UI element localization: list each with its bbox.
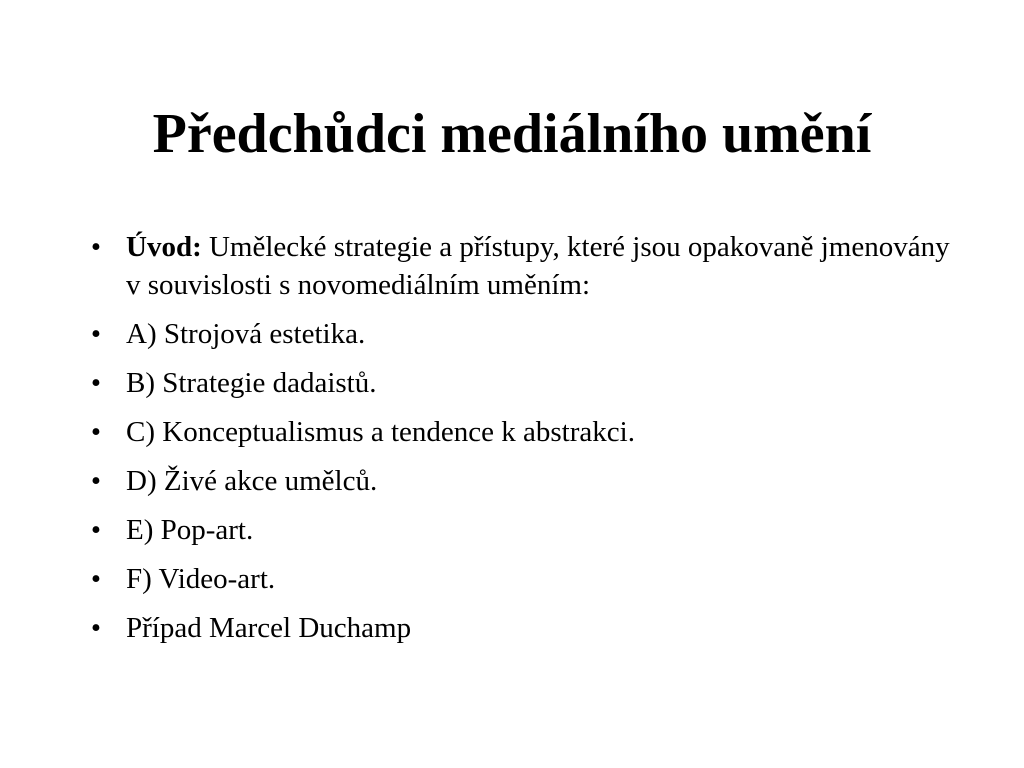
bullet-text: A) Strojová estetika. [126, 318, 366, 350]
bullet-item [86, 511, 966, 549]
bullet-item [86, 364, 966, 402]
bullet-text: B) Strategie dadaistů. [126, 367, 377, 399]
bullet-item-intro [86, 228, 966, 304]
bullet-icon: • [90, 231, 102, 263]
bullet-icon: • [90, 563, 102, 595]
bullet-text: C) Konceptualismus a tendence k abstrakci. [126, 416, 635, 448]
bullet-list [86, 228, 966, 658]
intro-text: Umělecké strategie a přístupy, které jsou opakovaně jmenovány v souvislosti s novomediálním uměním: [126, 231, 950, 301]
bullet-text: F) Video-art. [126, 563, 276, 595]
bullet-icon: • [90, 612, 102, 644]
bullet-text: Případ Marcel Duchamp [126, 612, 412, 644]
bullet-icon: • [90, 465, 102, 497]
bullet-text: E) Pop-art. [126, 514, 254, 546]
bullet-text: D) Živé akce umělců. [126, 465, 378, 497]
bullet-icon: • [90, 367, 102, 399]
bullet-item [86, 315, 966, 353]
bullet-item [86, 462, 966, 500]
slide-title: Předchůdci mediálního umění [152, 103, 872, 165]
intro-label: Úvod: [126, 231, 202, 263]
bullet-icon: • [90, 514, 102, 546]
bullet-item [86, 413, 966, 451]
bullet-icon: • [90, 416, 102, 448]
bullet-item [86, 560, 966, 598]
bullet-item [86, 609, 966, 647]
bullet-icon: • [90, 318, 102, 350]
